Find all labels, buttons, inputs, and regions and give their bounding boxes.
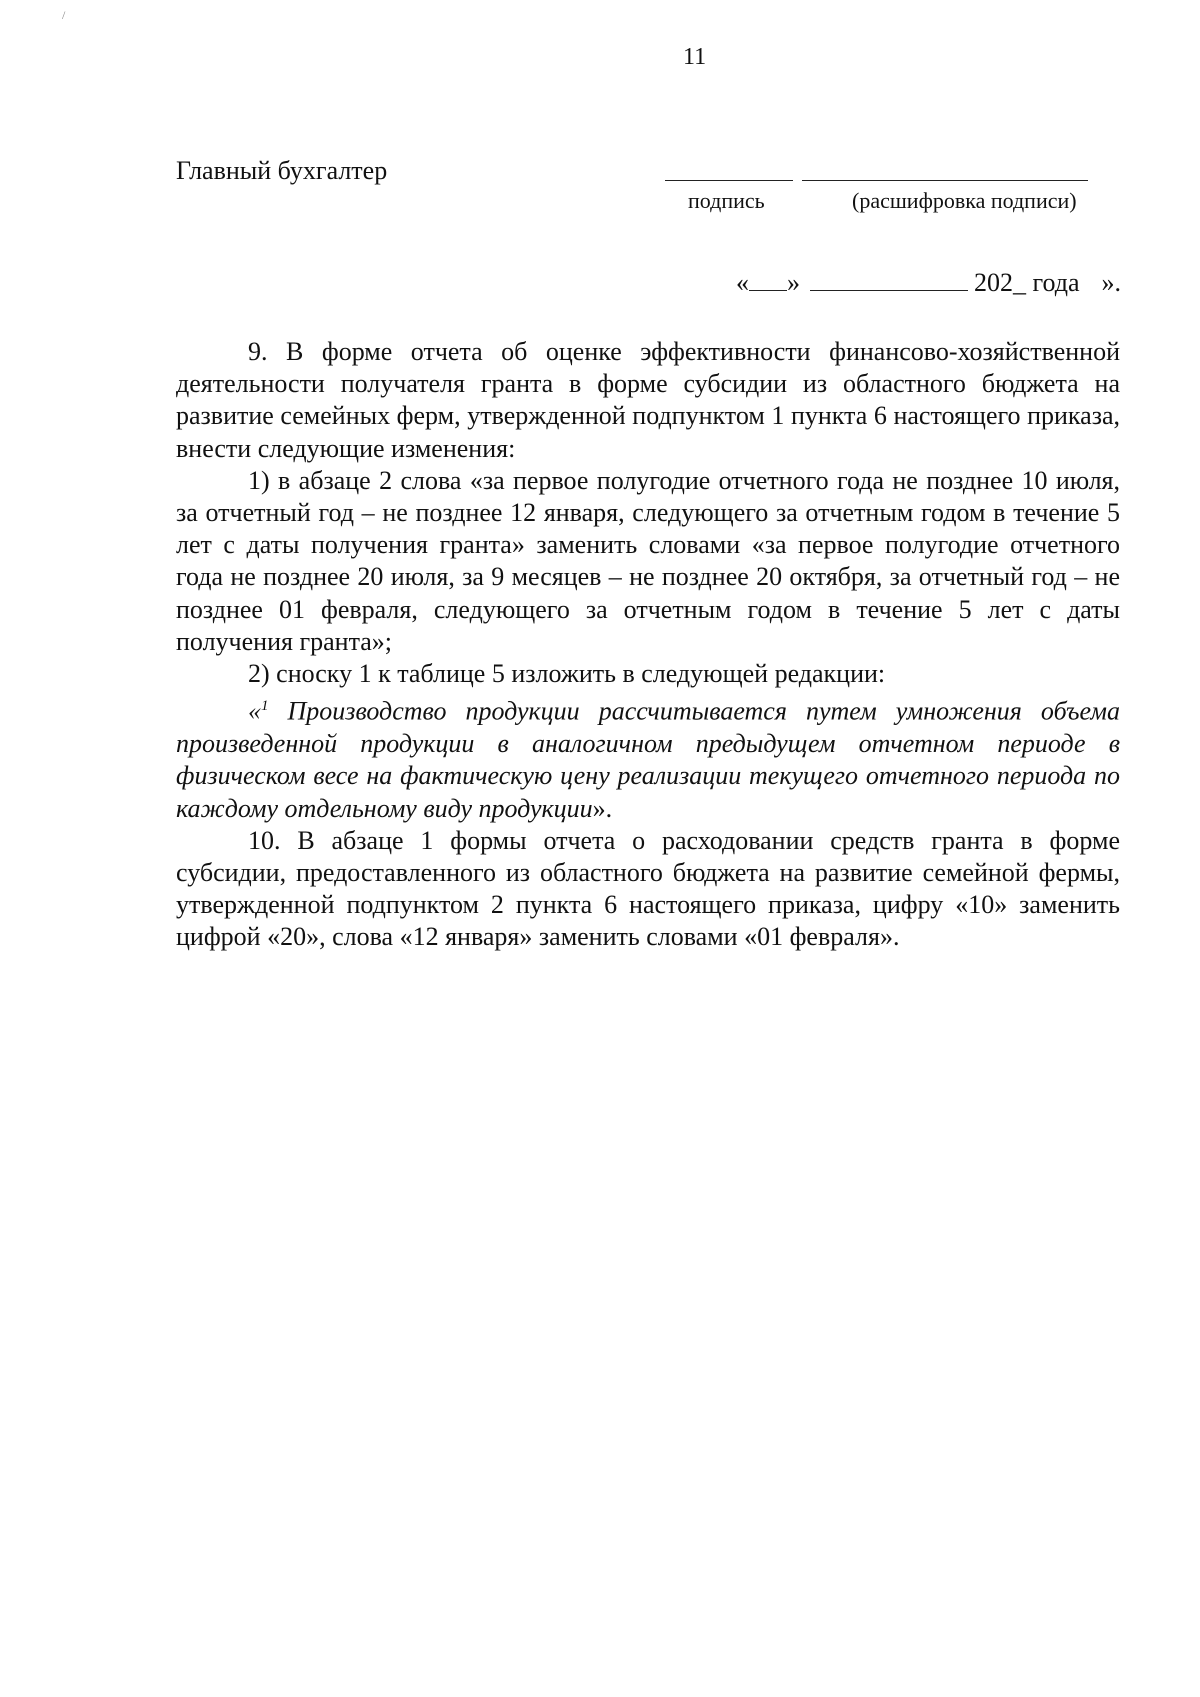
footnote-quote [176,690,1120,824]
date-day-blank [749,268,787,291]
date-line-end: ». [1101,268,1122,297]
footnote-open-quote: « [248,696,261,726]
footnote-close-quote: ». [592,793,613,823]
paragraph-item-9: 9. В форме отчета об оценке эффективности финансово-хозяйственной деятельности получателя гранта в форме субсидии из областного бюджета на развитие семейных ферм, утвержденной подпунктом 1 пункта 6 настоящего приказа, внести следующие изменения: [176,337,1120,463]
date-year: 202_ года [974,268,1080,297]
paragraph-subitem-2: 2) сноску 1 к таблице 5 изложить в следующей редакции: [248,659,886,689]
paragraph-subitem-1: 1) в абзаце 2 слова «за первое полугодие отчетного года не позднее 10 июля, за отчетный год – не позднее 12 января, следующего за отчетным годом в течение 5 лет с даты получения гранта» заменить словами «за первое полугодие отчетного года не позднее 20 июля, за 9 месяцев – не позднее 20 октября, за отчетный год – не позднее 01 февраля, следующего за отчетным годом в течение 5 лет с даты получения гранта»; [176,465,1120,656]
signature-caption: подпись [688,188,765,213]
paragraph-item-10: 10. В абзаце 1 формы отчета о расходовании средств гранта в форме субсидии, предоставленного из областного бюджета на развитие семейной фермы, утвержденной подпунктом 2 пункта 6 настоящего приказа, цифру «10» заменить цифрой «20», слова «12 января» заменить словами «01 февраля». [176,825,1120,952]
signatory-title: Главный бухгалтер [176,156,388,185]
footnote-marker: 1 [261,698,269,715]
signature-line [665,180,793,181]
body-text [176,336,1120,954]
page-number: 11 [683,44,707,70]
date-line [736,268,1121,298]
name-decoding-caption: (расшифровка подписи) [852,188,1077,213]
name-decoding-line [802,180,1088,181]
scan-artifact: / [62,8,66,22]
date-month-blank [810,268,968,291]
date-close-quote: » [787,268,800,297]
footnote-text: Производство продукции рассчитывается путем умножения объема произведенной продукции в аналогичном предыдущем отчетном периоде в физическом весе на фактическую цену реализации текущего отчетного периода по каждому отдельному виду продукции [176,696,1120,823]
date-open-quote: « [736,268,749,297]
signature-block [176,150,1120,230]
